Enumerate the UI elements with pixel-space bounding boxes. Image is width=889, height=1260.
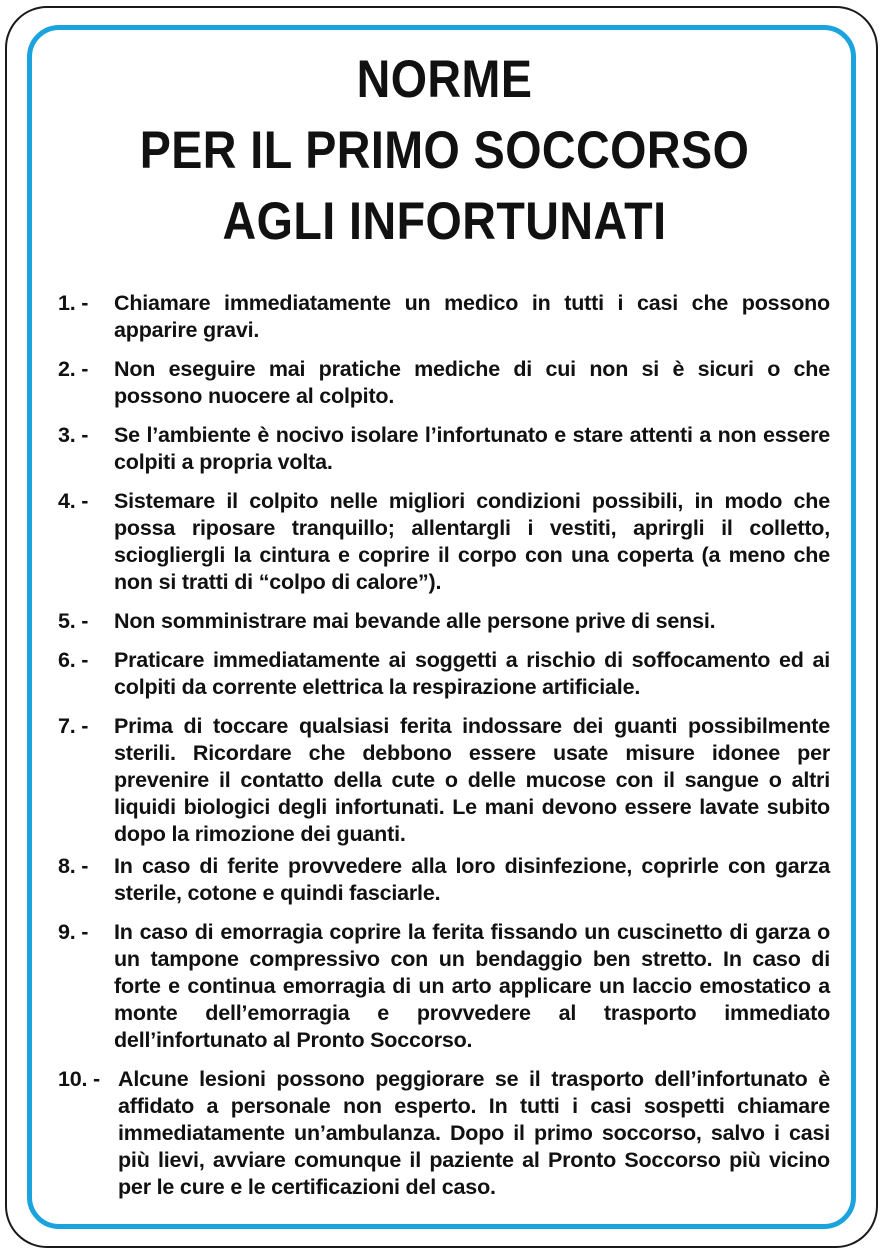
rule-text: Praticare immediatamente ai soggetti a rischio di soffocamento ed ai colpiti da corrente elettrica la respirazione artificiale. [114,648,830,699]
rule-item [58,488,830,596]
rule-text: In caso di emorragia coprire la ferita fissando un cuscinetto di garza o un tampone compressivo con un bendaggio ben stretto. In caso di forte e continua emorragia di un arto applicare un laccio emostatico a monte dell’emorragia e provvedere al trasporto immediato dell’infortunato al Pronto Soccorso. [114,920,830,1052]
rules-list [58,290,830,1201]
rule-item [58,422,830,476]
rule-number: 6. - [58,648,89,672]
rule-item [58,356,830,410]
rule-item [58,1066,830,1201]
rule-number: 1. - [58,291,89,315]
rule-item [58,919,830,1054]
rule-number: 5. - [58,609,89,633]
title-line-3: AGLI INFORTUNATI [222,192,667,251]
rule-number: 7. - [58,714,89,738]
rule-text: In caso di ferite provvedere alla loro disinfezione, coprirle con garza sterile, cotone e quindi fasciarle. [114,854,830,905]
rule-item [58,290,830,344]
rule-text: Chiamare immediatamente un medico in tutti i casi che possono apparire gravi. [114,291,830,342]
rule-number: 8. - [58,854,89,878]
rule-item [58,853,830,907]
title-line-2: PER IL PRIMO SOCCORSO [139,121,750,180]
title-line-1: NORME [356,50,533,109]
rule-text: Non eseguire mai pratiche mediche di cui non si è sicuri o che possono nuocere al colpito. [114,357,830,408]
rule-item [58,608,830,635]
sign-title [0,44,889,257]
rule-item [58,647,830,701]
rule-number: 10. - [58,1067,101,1091]
rule-item [58,713,830,848]
rule-text: Se l’ambiente è nocivo isolare l’infortunato e stare attenti a non essere colpiti a propria volta. [114,423,830,474]
rule-text: Alcune lesioni possono peggiorare se il trasporto dell’infortunato è affidato a personale non esperto. In tutti i casi sospetti chiamare immediatamente un’ambulanza. Dopo il primo soccorso, salvo i casi più lievi, avviare comunque il paziente al Pronto Soccorso più vicino per le cure e le certificazioni del caso. [118,1067,830,1199]
rule-number: 2. - [58,357,89,381]
rule-number: 9. - [58,920,89,944]
rule-number: 4. - [58,489,89,513]
rule-text: Prima di toccare qualsiasi ferita indossare dei guanti possibilmente sterili. Ricordare che debbono essere usate misure idonee per prevenire il contatto della cute o delle mucose con il sangue o altri liquidi biologici degli infortunati. Le mani devono essere lavate subito dopo la rimozione dei guanti. [114,714,830,846]
rule-number: 3. - [58,423,89,447]
rule-text: Sistemare il colpito nelle migliori condizioni possibili, in modo che possa riposare tranquillo; allentargli i vestiti, aprirgli il colletto, sciogliergli la cintura e coprire il corpo con una coperta (a meno che non si tratti di “colpo di calore”). [114,489,830,594]
rule-text: Non somministrare mai bevande alle persone prive di sensi. [114,609,716,633]
